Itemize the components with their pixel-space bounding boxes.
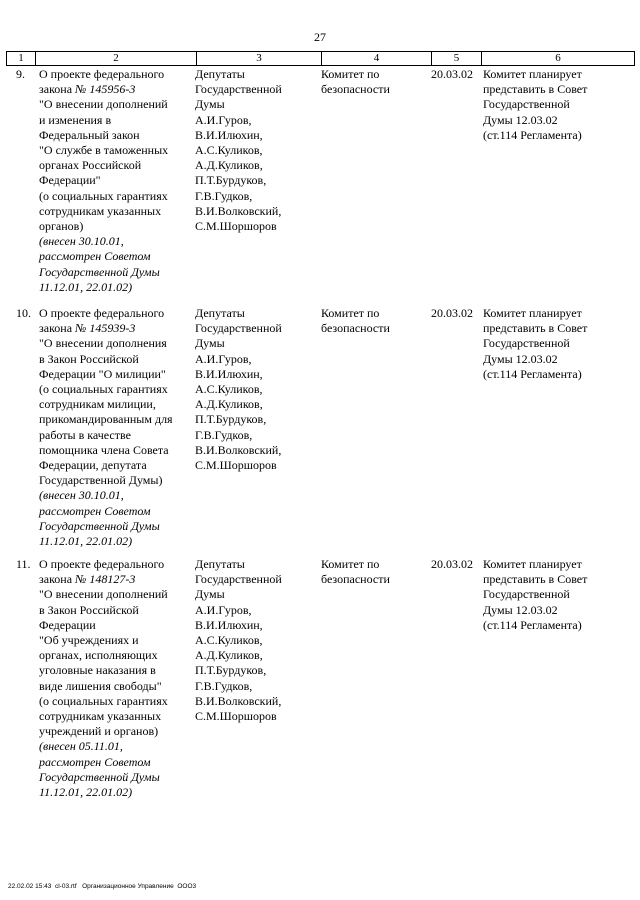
bill-title — [39, 306, 173, 549]
responsible-committee: Комитет по безопасности — [321, 557, 390, 587]
header-cell: 5 — [432, 52, 482, 65]
row-number: 10. — [16, 306, 31, 320]
bill-title-line: сотрудникам указанных — [39, 203, 162, 218]
bill-title-line: в Закон Российской — [39, 351, 139, 366]
bill-title-line: Государственной Думы — [39, 264, 160, 279]
page-number: 27 — [314, 30, 326, 44]
bill-title-line: (внесен 30.10.01, — [39, 234, 124, 249]
bill-title-line: Федерации" — [39, 173, 101, 188]
bill-status: Комитет планирует представить в Совет Государственной Думы 12.03.02 (ст.114 Регламента) — [483, 67, 588, 142]
bill-title-line: О проекте федерального — [39, 557, 165, 571]
bill-number: № 145939-3 — [75, 321, 136, 336]
bill-title-line: органах, исполняющих — [39, 648, 158, 663]
bill-number: № 145956-3 — [75, 82, 136, 97]
bill-title-line: в Закон Российской — [39, 602, 139, 617]
header-cell: 1 — [7, 52, 36, 65]
responsible-committee: Комитет по безопасности — [321, 306, 390, 336]
bill-title-line: сотрудникам милиции, — [39, 397, 156, 412]
bill-title-line: Государственной Думы) — [39, 473, 163, 488]
bill-title-line: органах Российской — [39, 158, 142, 173]
bill-authors: Депутаты Государственной Думы А.И.Гуров, В.И.Илюхин, А.С.Куликов, А.Д.Куликов, П.Т.Бурдуков, Г.В.Гудков, В.И.Волковский, С.М.Шоршоров — [195, 557, 282, 724]
bill-title-line: сотрудникам указанных — [39, 709, 162, 724]
bill-title-line: О проекте федерального — [39, 67, 165, 81]
bill-authors: Депутаты Государственной Думы А.И.Гуров, В.И.Илюхин, А.С.Куликов, А.Д.Куликов, П.Т.Бурдуков, Г.В.Гудков, В.И.Волковский, С.М.Шоршоров — [195, 306, 282, 473]
header-cell: 2 — [36, 52, 197, 65]
review-date: 20.03.02 — [431, 306, 473, 320]
bill-title-line: уголовные наказания в — [39, 663, 156, 678]
bill-title-line: закона № 145939-3 — [39, 321, 136, 336]
bill-title-line: органов) — [39, 219, 84, 234]
bill-title-line: 11.12.01, 22.01.02) — [39, 279, 133, 294]
bill-title-line: 11.12.01, 22.01.02) — [39, 534, 133, 549]
bill-title-line: Государственной Думы — [39, 518, 160, 533]
bill-authors: Депутаты Государственной Думы А.И.Гуров, В.И.Илюхин, А.С.Куликов, А.Д.Куликов, П.Т.Бурдуков, Г.В.Гудков, В.И.Волковский, С.М.Шоршоров — [195, 67, 282, 234]
bill-title-line: (о социальных гарантиях — [39, 693, 168, 708]
bill-title-line: закона № 145956-3 — [39, 82, 136, 97]
bill-title-line: "О внесении дополнений — [39, 97, 168, 112]
header-cell: 6 — [482, 52, 635, 65]
bill-title-line: "Об учреждениях и — [39, 633, 139, 648]
bill-title-line: "О внесении дополнения — [39, 336, 167, 351]
row-number: 9. — [16, 67, 25, 81]
bill-title-line: (внесен 30.10.01, — [39, 488, 124, 503]
bill-title-line: Федеральный закон — [39, 127, 140, 142]
bill-status: Комитет планирует представить в Совет Государственной Думы 12.03.02 (ст.114 Регламента) — [483, 557, 588, 632]
bill-title-line: "О службе в таможенных — [39, 143, 169, 158]
bill-title-line: Государственной Думы — [39, 769, 160, 784]
bill-title-line: (внесен 05.11.01, — [39, 739, 123, 754]
bill-number: № 148127-3 — [75, 572, 136, 587]
bill-title-line: виде лишения свободы" — [39, 678, 162, 693]
bill-title-line: (о социальных гарантиях — [39, 382, 168, 397]
bill-title-line: Федерации — [39, 617, 96, 632]
header-cell: 3 — [197, 52, 322, 65]
bill-status: Комитет планирует представить в Совет Государственной Думы 12.03.02 (ст.114 Регламента) — [483, 306, 588, 381]
bill-title-line: закона № 148127-3 — [39, 572, 136, 587]
bill-title-line: Федерации, депутата — [39, 458, 147, 473]
bill-title-line: прикомандированным для — [39, 412, 173, 427]
bill-title-line: (о социальных гарантиях — [39, 188, 168, 203]
bill-title — [39, 557, 168, 800]
bill-title-line: рассмотрен Советом — [39, 249, 151, 264]
bill-title-line: учреждений и органов) — [39, 724, 159, 739]
bill-title-line: и изменения в — [39, 112, 112, 127]
review-date: 20.03.02 — [431, 67, 473, 81]
bill-title-line: работы в качестве — [39, 427, 131, 442]
row-number: 11. — [16, 557, 31, 571]
bill-title — [39, 67, 168, 295]
responsible-committee: Комитет по безопасности — [321, 67, 390, 97]
table-header-row — [6, 51, 635, 66]
bill-title-line: 11.12.01, 22.01.02) — [39, 785, 133, 800]
bill-title-line: помощника члена Совета — [39, 442, 169, 457]
bill-title-line: О проекте федерального — [39, 306, 165, 320]
header-cell: 4 — [322, 52, 432, 65]
bill-title-line: рассмотрен Советом — [39, 503, 151, 518]
bill-title-line: Федерации "О милиции" — [39, 366, 166, 381]
bill-title-line: рассмотрен Советом — [39, 754, 151, 769]
bill-title-line: "О внесении дополнений — [39, 587, 168, 602]
review-date: 20.03.02 — [431, 557, 473, 571]
footer: 22.02.02 15:43 cl-03.rtf Организационное Управление ООО3 — [8, 883, 197, 890]
